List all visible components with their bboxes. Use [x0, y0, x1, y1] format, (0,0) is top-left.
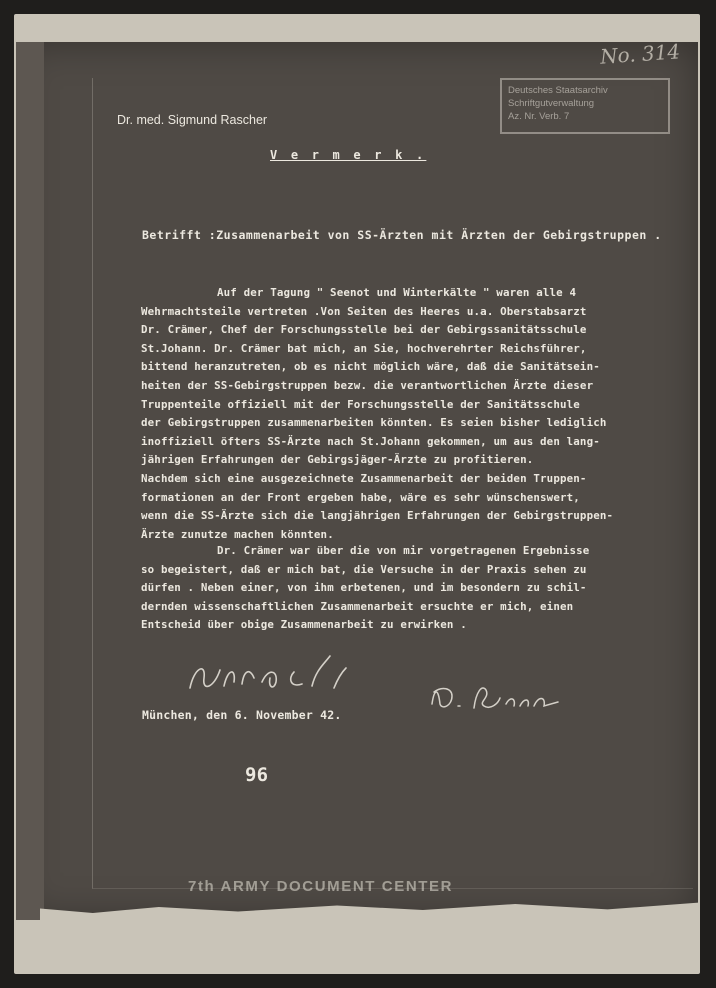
date-line: München, den 6. November 42. — [142, 708, 342, 722]
text-line: Entscheid über obige Zusammenarbeit zu erwirken . — [141, 618, 467, 632]
subject-line: Betrifft :Zusammenarbeit von SS-Ärzten mit Ärzten der Gebirgstruppen . — [142, 228, 662, 242]
document-heading: V e r m e r k . — [270, 148, 427, 162]
stamp-line: Deutsches Staatsarchiv — [508, 85, 608, 96]
paragraph-1 — [141, 284, 613, 544]
text-line: Wehrmachtsteile vertreten .Von Seiten des Heeres u.a. Oberstabsarzt — [141, 304, 587, 318]
signature — [428, 676, 568, 716]
text-line: St.Johann. Dr. Crämer bat mich, an Sie, hochverehrter Reichsführer, — [141, 341, 587, 355]
handwritten-annotation — [184, 648, 354, 698]
text-line: heiten der SS-Gebirgstruppen bezw. die verantwortlichen Ärzte dieser — [141, 378, 594, 392]
letterhead: Dr. med. Sigmund Rascher — [117, 113, 268, 127]
text-line: so begeistert, daß er mich bat, die Versuche in der Praxis sehen zu — [141, 562, 587, 576]
scan-edge — [16, 42, 44, 920]
text-line: der Gebirgstruppen zusammenarbeiten könnten. Es seien bisher lediglich — [141, 416, 607, 430]
text-line: Dr. Crämer war über die von mir vorgetragenen Ergebnisse — [217, 544, 590, 557]
text-line: Nachdem sich eine ausgezeichnete Zusammenarbeit der beiden Truppen- — [141, 471, 587, 485]
text-line: wenn die SS-Ärzte sich die langjährigen Erfahrungen der Gebirgstruppen- — [141, 509, 614, 523]
text-line: Auf der Tagung " Seenot und Winterkälte " waren alle 4 — [217, 286, 577, 299]
text-line: Dr. Crämer, Chef der Forschungsstelle bei der Gebirgssanitätsschule — [141, 323, 587, 337]
text-line: Ärzte zunutze machen könnten. — [141, 527, 334, 541]
page-number: 96 — [245, 764, 269, 786]
stamp-line: Schriftgutverwaltung — [508, 98, 595, 109]
text-line: jährigen Erfahrungen der Gebirgsjäger-Ärzte zu profitieren. — [141, 453, 534, 467]
text-line: formationen an der Front ergeben habe, wäre es sehr wünschenswert, — [141, 490, 580, 504]
paragraph-2 — [141, 542, 589, 635]
text-line: dernden wissenschaftlichen Zusammenarbeit ersuchte er mich, einen — [141, 599, 574, 613]
archive-stamp — [500, 78, 670, 134]
archive-footer: 7th ARMY DOCUMENT CENTER — [188, 878, 454, 895]
text-line: inoffiziell öfters SS-Ärzte nach St.Johann gekommen, um aus den lang- — [141, 434, 600, 448]
text-line: Truppenteile offiziell mit der Forschungsstelle der Sanitätsschule — [141, 397, 580, 411]
archive-number: No. 314 — [599, 39, 681, 69]
stamp-line: Az. Nr. Verb. 7 — [508, 111, 570, 122]
text-line: bittend heranzutreten, ob es nicht möglich wäre, daß die Sanitätsein- — [141, 360, 600, 374]
text-line: dürfen . Neben einer, von ihm erbetenen, und im besondern zu schil- — [141, 581, 587, 595]
